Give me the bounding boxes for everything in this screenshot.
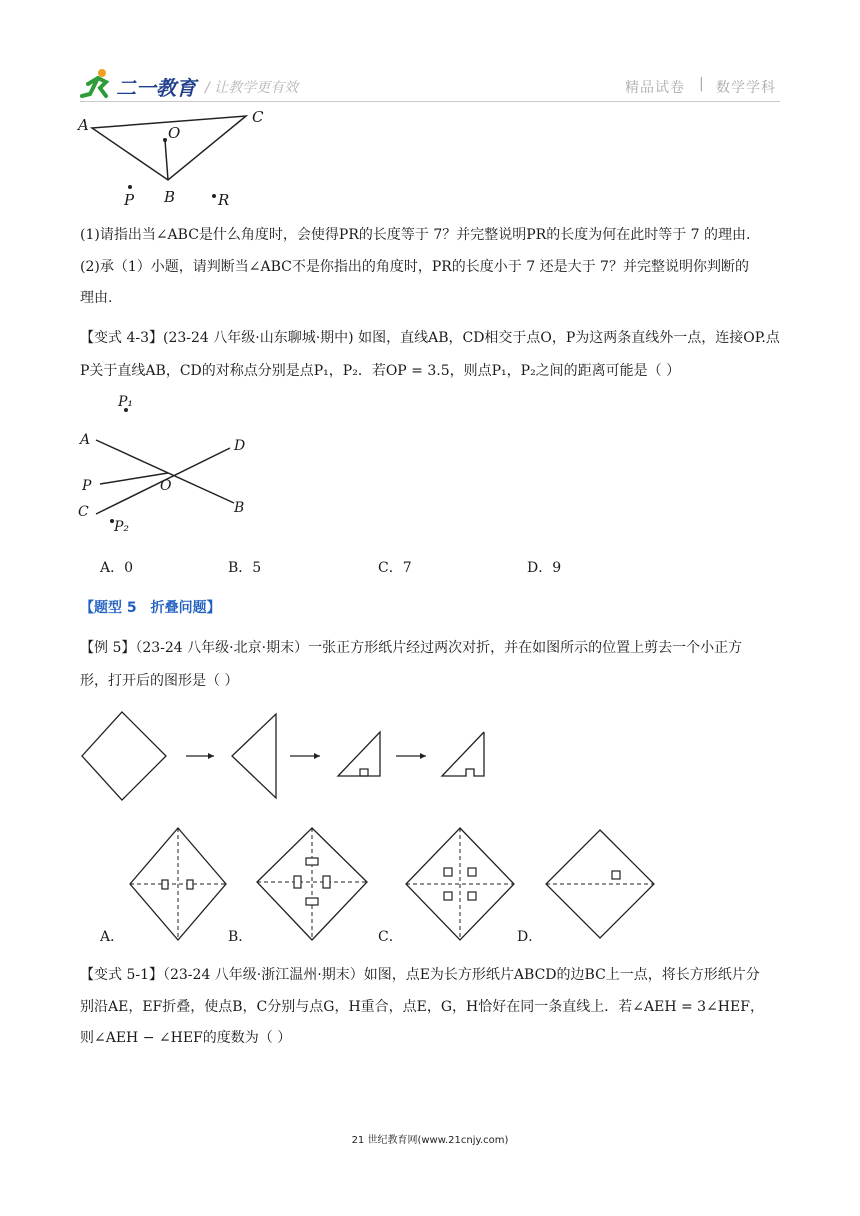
header-divider: [80, 101, 780, 102]
label-p: P: [82, 478, 92, 494]
option-d-label[interactable]: D．: [517, 929, 543, 945]
option-c-diagram: [404, 826, 518, 942]
label-c: C: [252, 108, 264, 126]
option-c-label[interactable]: C．: [378, 929, 403, 945]
header-separator: |: [699, 76, 705, 92]
question-1: (1)请指出当∠ABC是什么角度时，会使得PR的长度等于 7？并完整说明PR的长度为何在此时等于 7 的理由.: [80, 227, 751, 243]
label-d: D: [234, 438, 246, 454]
label-b: B: [164, 188, 176, 206]
logo-text: 二一教育: [116, 76, 196, 100]
label-p2: P₂: [114, 519, 130, 535]
question-2-line2: 理由.: [80, 290, 113, 306]
label-a: A: [80, 432, 91, 448]
label-a: A: [78, 116, 89, 134]
option-b-diagram: [255, 826, 369, 942]
figure-folding-sequence: [78, 706, 498, 806]
example-5-line1: 【例 5】（23-24 八年级·北京·期末）一张正方形纸片经过两次对折，并在如图所示的位置上剪去一个小正方: [80, 640, 743, 656]
option-a-diagram: [126, 826, 230, 942]
runner-logo-icon: [80, 68, 114, 100]
logo: [80, 68, 210, 100]
option-d-diagram: [544, 826, 658, 942]
variant-5-1-line3: 则∠AEH − ∠HEF的度数为（ ）: [80, 1030, 292, 1046]
figure-triangle-abc: [70, 104, 280, 210]
option-b-label[interactable]: B．: [228, 929, 253, 945]
label-p: P: [124, 191, 135, 209]
variant-5-1-line2: 别沿AE，EF折叠，使点B，C分别与点G，H重合，点E，G，H恰好在同一条直线上．若∠AEH = 3∠HEF，: [80, 999, 764, 1015]
header-slogan: / 让教学更有效: [205, 80, 299, 96]
figure-intersecting-lines: [70, 388, 260, 548]
section-type-5: 【题型 5 折叠问题】: [80, 600, 221, 616]
page-footer: 21 世纪教育网(www.21cnjy.com): [351, 1135, 509, 1146]
option-b[interactable]: B．5: [228, 560, 262, 576]
variant-5-1-line1: 【变式 5-1】（23-24 八年级·浙江温州·期末）如图，点E为长方形纸片ABCD的边BC上一点，将长方形纸片分: [80, 967, 760, 983]
label-r: R: [218, 191, 230, 209]
label-b: B: [234, 500, 245, 516]
label-p1: P₁: [118, 394, 134, 410]
label-c: C: [78, 504, 89, 520]
variant-4-3-line1: 【变式 4-3】(23-24 八年级·山东聊城·期中) 如图，直线AB，CD相交于点O，P为这两条直线外一点，连接OP.点: [80, 330, 780, 346]
header-subject: 数学学科: [716, 80, 776, 96]
label-o: O: [160, 478, 172, 494]
variant-4-3-line2: P关于直线AB，CD的对称点分别是点P₁，P₂．若OP = 3.5，则点P₁，P₂之间的距离可能是（ ）: [80, 363, 681, 379]
option-a[interactable]: A．0: [100, 560, 134, 576]
header-series: 精品试卷: [625, 80, 685, 96]
question-2-line1: (2)承（1）小题，请判断当∠ABC不是你指出的角度时，PR的长度小于 7 还是大于 7？并完整说明你判断的: [80, 259, 749, 275]
example-5-line2: 形，打开后的图形是（ ）: [80, 673, 239, 689]
option-a-label[interactable]: A．: [100, 929, 125, 945]
option-d[interactable]: D．9: [527, 560, 562, 576]
option-c[interactable]: C．7: [378, 560, 412, 576]
label-o: O: [168, 124, 181, 142]
